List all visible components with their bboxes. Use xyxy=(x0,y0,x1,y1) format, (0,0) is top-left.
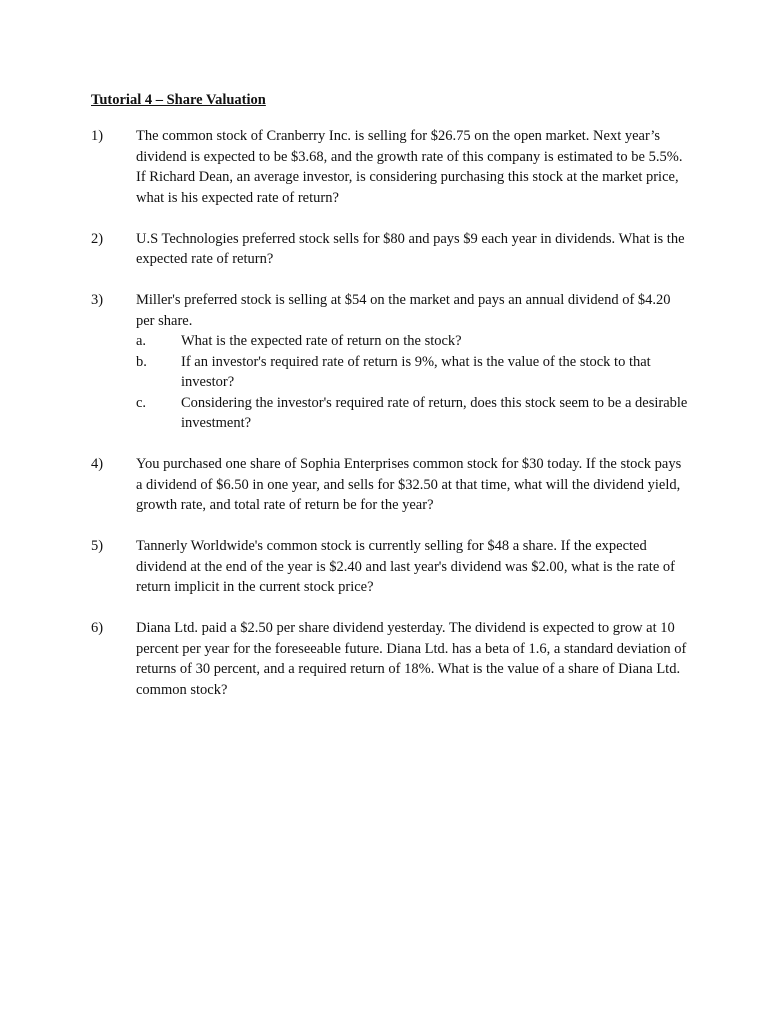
sub-question-text: If an investor's required rate of return is 9%, what is the value of the stock to that investor? xyxy=(181,353,651,390)
sub-question-label: a. xyxy=(136,333,147,349)
question-number: 1) xyxy=(91,128,104,144)
question-4 xyxy=(91,454,691,516)
question-number: 3) xyxy=(91,292,104,308)
question-list xyxy=(91,126,691,721)
question-text: Tannerly Worldwide's common stock is currently selling for $48 a share. If the expected dividend at the end of the year is $2.40 and last year's dividend was $2.00, what is the rate of return implicit in the current stock price? xyxy=(136,538,675,595)
sub-question-list xyxy=(136,331,691,434)
sub-question-a xyxy=(136,331,691,352)
question-text: Diana Ltd. paid a $2.50 per share dividend yesterday. The dividend is expected to grow at 10 percent per year for the foreseeable future. Diana Ltd. has a beta of 1.6, a standard deviation of returns of 30 percent, and a required return of 18%. What is the value of a share of Diana Ltd. common stock? xyxy=(136,620,687,698)
sub-question-label: c. xyxy=(136,394,147,411)
question-number: 6) xyxy=(91,620,104,636)
question-text: U.S Technologies preferred stock sells for $80 and pays $9 each year in dividends. What is the expected rate of return? xyxy=(136,230,685,267)
sub-question-text: Considering the investor's required rate of return, does this stock seem to be a desirable investment? xyxy=(181,394,688,431)
question-text: The common stock of Cranberry Inc. is selling for $26.75 on the open market. Next year’s dividend is expected to be $3.68, and the growth rate of this company is estimated to be 5.5%. If Richard Dean, an average investor, is considering purchasing this stock at the market price, what is his expected rate of return? xyxy=(136,128,683,206)
question-5 xyxy=(91,536,691,598)
sub-question-c xyxy=(136,393,691,434)
question-text: Miller's preferred stock is selling at $54 on the market and pays an annual dividend of $4.20 per share. xyxy=(136,292,671,329)
sub-question-text: What is the expected rate of return on the stock? xyxy=(181,333,462,349)
question-number: 4) xyxy=(91,456,104,472)
question-text: You purchased one share of Sophia Enterprises common stock for $30 today. If the stock pays a dividend of $6.50 in one year, and sells for $32.50 at that time, what will the dividend yield, growth rate, and total rate of return be for the year? xyxy=(136,456,682,513)
question-number: 5) xyxy=(91,538,104,554)
question-3 xyxy=(91,290,691,434)
page-title: Tutorial 4 – Share Valuation xyxy=(91,92,266,108)
question-6 xyxy=(91,618,691,700)
sub-question-b xyxy=(136,352,691,393)
question-2 xyxy=(91,229,691,270)
question-1 xyxy=(91,126,691,208)
sub-question-label: b. xyxy=(136,353,147,370)
question-number: 2) xyxy=(91,230,104,247)
